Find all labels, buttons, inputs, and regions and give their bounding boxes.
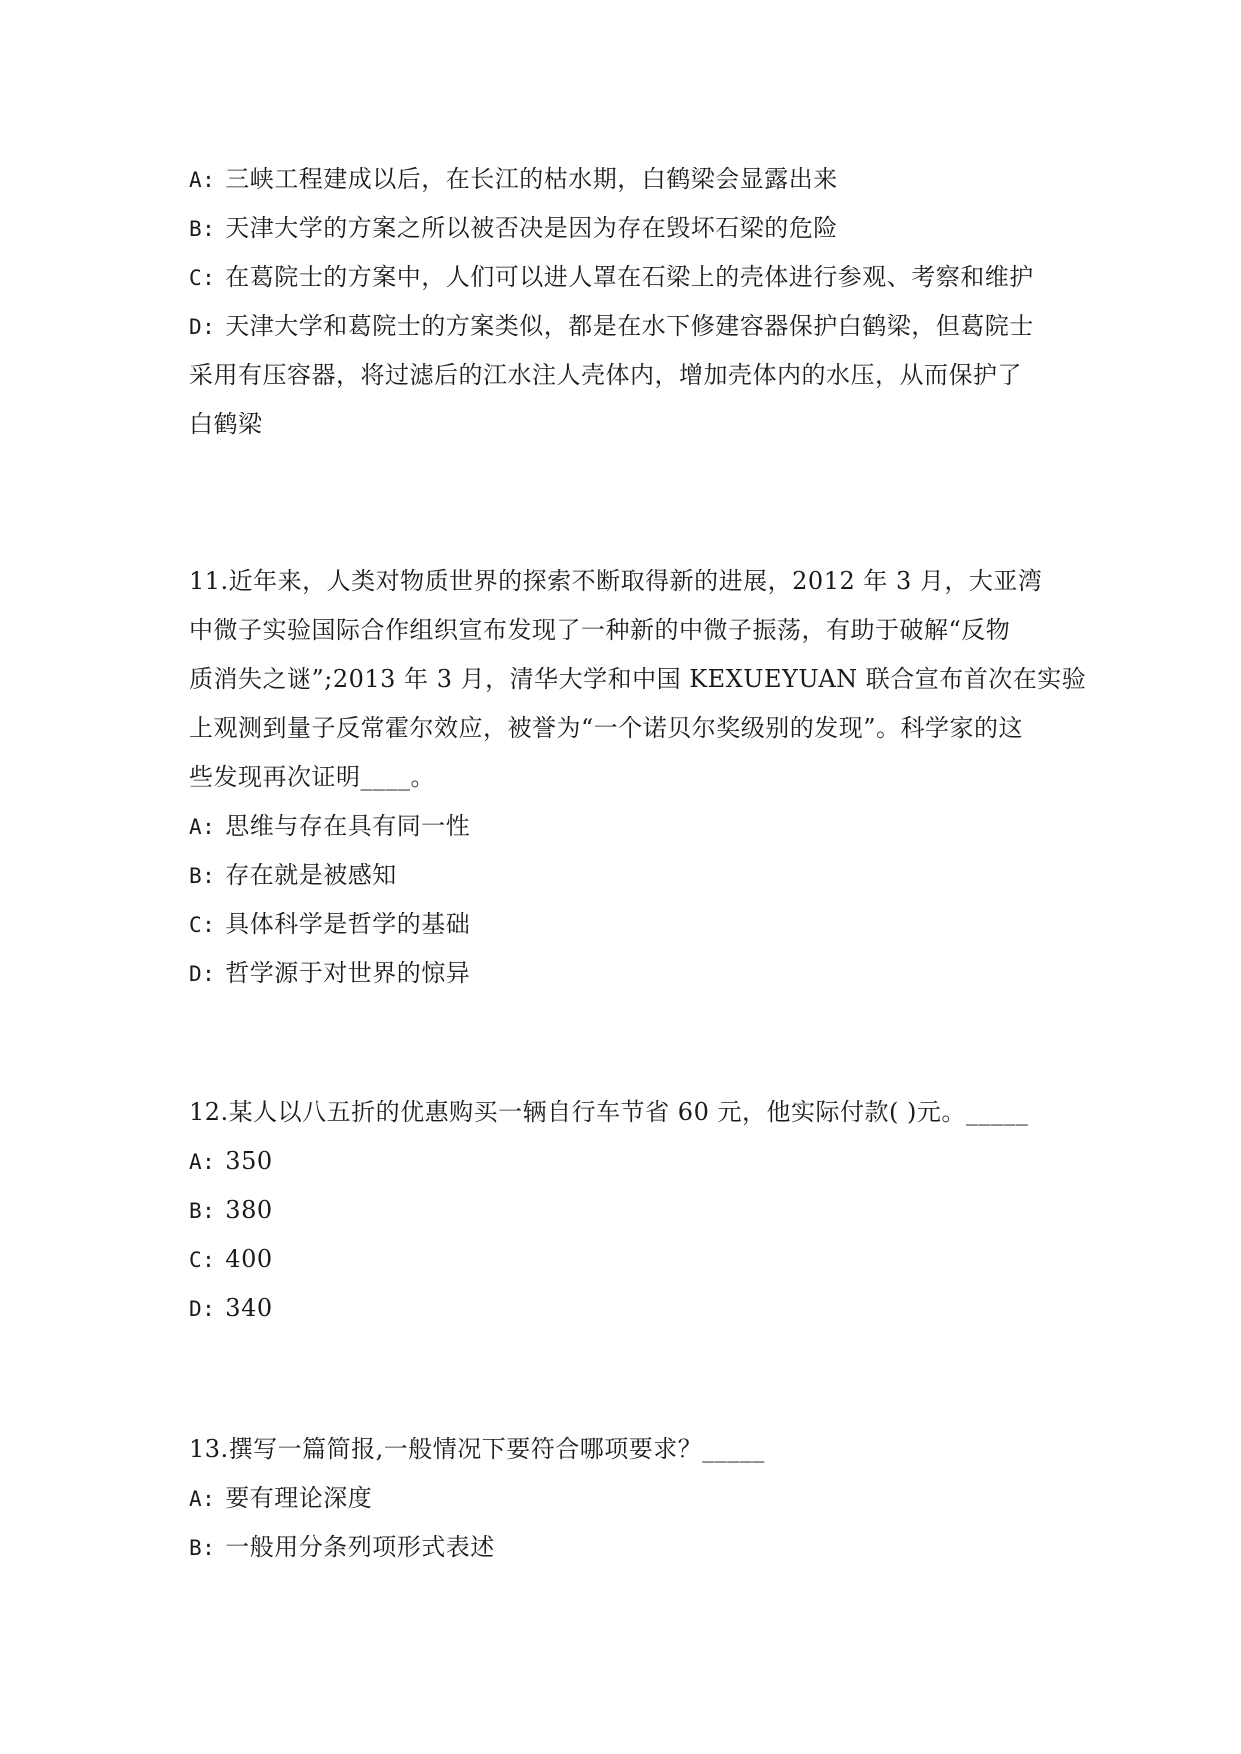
option-label: B: (189, 864, 216, 888)
option-c (189, 253, 1059, 302)
option-text: 380 (225, 1196, 273, 1224)
option-text: 340 (225, 1294, 273, 1322)
spacer (189, 998, 1059, 1088)
question-text-line: 13.撰写一篇简报,一般情况下要符合哪项要求？_____ (189, 1435, 765, 1463)
option-d (189, 1284, 1059, 1333)
option-text: 存在就是被感知 (225, 861, 397, 889)
question-text-line: 中微子实验国际合作组织宣布发现了一种新的中微子振荡，有助于破解“反物 (189, 616, 1011, 644)
question-10-options (189, 155, 1059, 449)
option-a (189, 802, 1059, 851)
question-13 (189, 1425, 1059, 1572)
question-text-line: 12.某人以八五折的优惠购买一辆自行车节省 60 元，他实际付款( )元。_____ (189, 1098, 1029, 1126)
question-12 (189, 1088, 1059, 1333)
option-text: 400 (225, 1245, 273, 1273)
option-a (189, 155, 1059, 204)
option-c (189, 900, 1059, 949)
option-b (189, 851, 1059, 900)
option-text: 哲学源于对世界的惊异 (225, 959, 471, 987)
option-text: 一般用分条列项形式表述 (225, 1533, 495, 1561)
question-11 (189, 557, 1087, 998)
option-d (189, 949, 1059, 998)
option-text: 在葛院士的方案中，人们可以进人罩在石梁上的壳体进行参观、考察和维护 (225, 263, 1034, 291)
option-label: A: (189, 168, 216, 192)
option-text: 思维与存在具有同一性 (225, 812, 471, 840)
question-text-line: 上观测到量子反常霍尔效应，被誉为“一个诺贝尔奖级别的发现”。科学家的这 (189, 714, 1024, 742)
option-a (189, 1137, 1059, 1186)
option-label: A: (189, 1150, 216, 1174)
option-d-continued (189, 351, 1059, 400)
option-text: 要有理论深度 (225, 1484, 373, 1512)
option-d-continued (189, 400, 1059, 449)
option-text: 采用有压容器，将过滤后的江水注人壳体内，增加壳体内的水压，从而保护了 (189, 361, 1022, 389)
option-label: C: (189, 266, 216, 290)
option-b (189, 204, 1059, 253)
option-label: D: (189, 1297, 216, 1321)
option-d (189, 302, 1059, 351)
question-text-line: 11.近年来，人类对物质世界的探索不断取得新的进展，2012 年 3 月，大亚湾 (189, 567, 1043, 595)
option-c (189, 1235, 1059, 1284)
option-label: B: (189, 1199, 216, 1223)
option-text: 350 (225, 1147, 273, 1175)
option-b (189, 1186, 1059, 1235)
option-label: B: (189, 1536, 216, 1560)
option-label: B: (189, 217, 216, 241)
option-label: D: (189, 315, 216, 339)
option-label: A: (189, 1487, 216, 1511)
page-content (189, 155, 1087, 1572)
option-text: 具体科学是哲学的基础 (225, 910, 471, 938)
spacer (189, 1333, 1059, 1425)
option-label: A: (189, 815, 216, 839)
option-a (189, 1474, 1059, 1523)
option-label: D: (189, 962, 216, 986)
option-text: 天津大学的方案之所以被否决是因为存在毁坏石梁的危险 (225, 214, 838, 242)
option-b (189, 1523, 1059, 1572)
spacer (189, 449, 1059, 557)
question-text-line: 些发现再次证明____。 (189, 763, 435, 791)
option-text: 天津大学和葛院士的方案类似，都是在水下修建容器保护白鹤梁，但葛院士 (225, 312, 1034, 340)
option-text: 三峡工程建成以后，在长江的枯水期，白鹤梁会显露出来 (225, 165, 838, 193)
option-label: C: (189, 913, 216, 937)
question-text-line: 质消失之谜”;2013 年 3 月，清华大学和中国 KEXUEYUAN 联合宣布首次在实验 (189, 665, 1087, 693)
option-text: 白鹤梁 (189, 410, 263, 438)
option-label: C: (189, 1248, 216, 1272)
